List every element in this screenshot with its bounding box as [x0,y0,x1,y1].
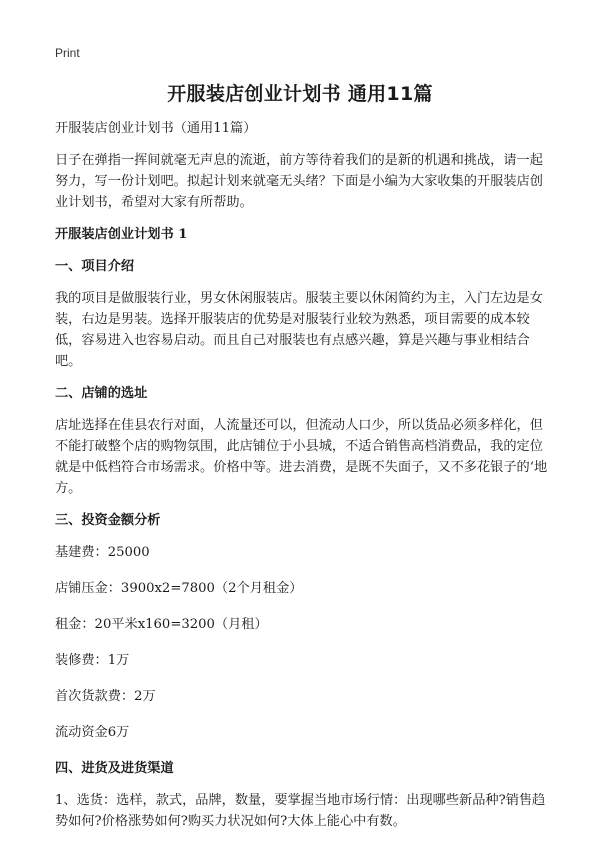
investment-item: 基建费：25000 [55,545,150,560]
heading-purchasing: 四、进货及进货渠道 [55,761,174,776]
investment-item: 首次货款费：2万 [55,689,156,704]
investment-item: 装修费：1万 [55,653,130,668]
print-link[interactable]: Print [55,46,80,60]
heading-investment-analysis: 三、投资金额分析 [55,513,161,528]
heading-store-location: 二、店铺的选址 [55,386,148,401]
investment-item: 店铺压金：3900x2=7800（2个月租金） [55,581,303,596]
paragraph-project-intro: 我的项目是做服装行业，男女休闲服装店。服装主要以休闲简约为主，入门左边是女装，右边是男装。选择开服装店的优势是对服装行业较为熟悉，项目需要的成本较低，容易进入也容易启动。而且自己对服装也有点感兴趣，算是兴趣与事业相结合吧。 [55,291,543,369]
document-subtitle: 开服装店创业计划书（通用11篇） [55,121,257,136]
investment-item: 流动资金6万 [55,725,130,740]
paragraph-store-location: 店址选择在佳县农行对面，人流量还可以，但流动人口少，所以货品必须多样化，但不能打破整个店的购物氛围，此店铺位于小县城，不适合销售高档消费品，我的定位就是中低档符合市场需求。价格中等。进去消费，是既不失面子，又不多花银子的‘地方。 [55,418,548,496]
section-title: 开服装店创业计划书 1 [55,227,188,242]
intro-paragraph: 日子在弹指一挥间就毫无声息的流逝，前方等待着我们的是新的机遇和挑战，请一起努力，写一份计划吧。拟起计划来就毫无头绪？下面是小编为大家收集的开服装店创业计划书，希望对大家有所帮助。 [55,153,543,210]
document-title: 开服装店创业计划书 通用11篇 [167,83,433,105]
document-body [55,118,548,843]
investment-item: 租金：20平米x160=3200（月租） [55,617,268,632]
paragraph-purchasing: 1、选货：选样，款式，品牌，数量，要掌握当地市场行情：出现哪些新品种?销售趋势如何?价格涨势如何?购买力状况如何?大体上能心中有数。 [55,793,546,829]
heading-project-intro: 一、项目介绍 [55,259,135,274]
